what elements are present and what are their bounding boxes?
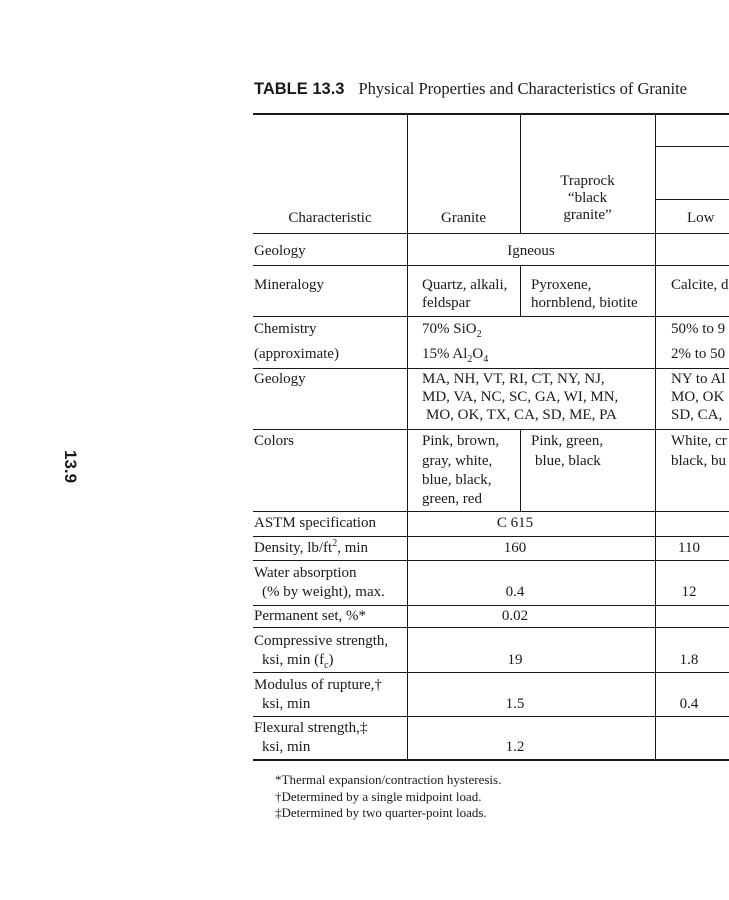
row-label-chemistry: Chemistry xyxy=(254,321,317,337)
footnote-midpoint: †Determined by a single midpoint load. xyxy=(275,789,482,804)
row-label-chemistry-approx: (approximate) xyxy=(254,346,339,362)
compressive-label-subscript: c xyxy=(324,660,329,671)
cell-geology-low: SD, CA, xyxy=(671,407,723,423)
footnote-thermal: *Thermal expansion/contraction hysteresis. xyxy=(275,772,502,787)
table-title-text: Physical Properties and Characteristics of Granite xyxy=(358,79,687,98)
cell-geology-low: NY to Al xyxy=(671,371,726,387)
cell-mineralogy-low: Calcite, d xyxy=(671,277,729,293)
page-number: 13.9 xyxy=(61,450,80,484)
cell-geology-states: MD, VA, NC, SC, GA, WI, MN, xyxy=(422,389,619,405)
cell-geology-states: MO, OK, TX, CA, SD, ME, PA xyxy=(426,407,617,423)
oxygen-subscript: 4 xyxy=(483,354,489,365)
row-label-density xyxy=(254,539,368,557)
col-divider-granite-traprock xyxy=(520,429,521,511)
row-label-geology-states: Geology xyxy=(254,371,306,387)
cell-density: 160 xyxy=(503,540,527,556)
row-label-modulus-2: ksi, min xyxy=(262,696,311,712)
compressive-label-close: ) xyxy=(328,652,334,668)
row-label-compressive-2 xyxy=(262,651,334,669)
header-characteristic: Characteristic xyxy=(288,210,372,226)
oxygen-text: O xyxy=(472,346,484,362)
cell-colors-low: black, bu xyxy=(671,453,726,469)
cell-colors-traprock: blue, black xyxy=(535,453,601,469)
density-label-text: Density, lb/ft xyxy=(254,540,333,556)
cell-colors-granite: blue, black, xyxy=(422,472,492,488)
rule-row xyxy=(253,429,729,430)
cell-water: 0.4 xyxy=(505,584,525,600)
cell-colors-traprock: Pink, green, xyxy=(531,433,604,449)
cell-mineralogy-traprock: Pyroxene, xyxy=(531,277,592,293)
col-divider-granite-traprock xyxy=(520,265,521,316)
cell-colors-granite: Pink, brown, xyxy=(422,433,500,449)
header-traprock-line3: granite” xyxy=(563,207,612,223)
al-text: 15% Al xyxy=(422,346,468,362)
sio2-text: 70% SiO xyxy=(422,321,477,337)
row-label-flexural-2: ksi, min xyxy=(262,739,311,755)
row-label-mineralogy: Mineralogy xyxy=(254,277,324,293)
row-label-permanent-set: Permanent set, %* xyxy=(254,608,367,624)
cell-density-low: 110 xyxy=(678,540,700,556)
compressive-label-text: ksi, min (f xyxy=(262,652,325,668)
rule-row xyxy=(253,560,729,561)
cell-flexural: 1.2 xyxy=(505,739,525,755)
cell-colors-granite: gray, white, xyxy=(422,453,493,469)
row-label-water-2: (% by weight), max. xyxy=(262,584,385,600)
rule-row xyxy=(253,605,729,606)
cell-compressive-low: 1.8 xyxy=(679,652,699,668)
rule-row xyxy=(253,716,729,717)
cell-colors-low: White, cr xyxy=(671,433,727,449)
header-low: Low xyxy=(687,210,715,226)
cell-permanent-set: 0.02 xyxy=(501,608,529,624)
row-label-astm: ASTM specification xyxy=(254,515,377,531)
cell-mineralogy-traprock: hornblend, biotite xyxy=(531,295,638,311)
rule-header-bottom xyxy=(253,233,729,234)
cell-geology-states: MA, NH, VT, RI, CT, NY, NJ, xyxy=(422,371,605,387)
rule-row xyxy=(253,627,729,628)
row-label-compressive: Compressive strength, xyxy=(254,633,389,649)
header-traprock-line2: “black xyxy=(567,190,608,206)
density-label-suffix: , min xyxy=(337,540,369,556)
rule-row xyxy=(253,265,729,266)
density-label-superscript: 2 xyxy=(332,538,338,549)
rule-row xyxy=(253,672,729,673)
rule-row xyxy=(253,368,729,369)
row-label-geology: Geology xyxy=(254,243,306,259)
header-granite: Granite xyxy=(441,210,486,226)
row-label-flexural: Flexural strength,‡ xyxy=(254,720,368,736)
sio2-subscript: 2 xyxy=(476,329,482,340)
cell-chemistry-low: 50% to 9 xyxy=(671,321,726,337)
cell-colors-granite: green, red xyxy=(422,491,482,507)
cell-mineralogy-granite: Quartz, alkali, xyxy=(422,277,508,293)
row-label-water: Water absorption xyxy=(254,565,357,581)
rule-row xyxy=(253,316,729,317)
rule-subheader-2 xyxy=(655,199,729,200)
table-label: TABLE 13.3 xyxy=(254,80,345,98)
cell-water-low: 12 xyxy=(681,584,697,600)
cell-chemistry-sio2 xyxy=(422,320,482,338)
cell-mineralogy-granite: feldspar xyxy=(422,295,471,311)
cell-igneous: Igneous xyxy=(507,243,555,259)
rule-bottom xyxy=(253,759,729,761)
rule-subheader xyxy=(655,146,729,147)
cell-compressive: 19 xyxy=(507,652,523,668)
cell-chemistry-low: 2% to 50 xyxy=(671,346,726,362)
cell-modulus: 1.5 xyxy=(505,696,525,712)
cell-astm: C 615 xyxy=(496,515,534,531)
rule-row xyxy=(253,511,729,512)
cell-modulus-low: 0.4 xyxy=(679,696,699,712)
header-traprock-line1: Traprock xyxy=(560,173,615,189)
footnote-quarter-point: ‡Determined by two quarter-point loads. xyxy=(275,805,487,820)
rule-top xyxy=(253,113,729,115)
row-label-modulus: Modulus of rupture,† xyxy=(254,677,382,693)
row-label-colors: Colors xyxy=(254,433,295,449)
rule-row xyxy=(253,536,729,537)
cell-chemistry-al2o4 xyxy=(422,345,488,363)
cell-geology-low: MO, OK xyxy=(671,389,725,405)
al-subscript: 2 xyxy=(467,354,473,365)
